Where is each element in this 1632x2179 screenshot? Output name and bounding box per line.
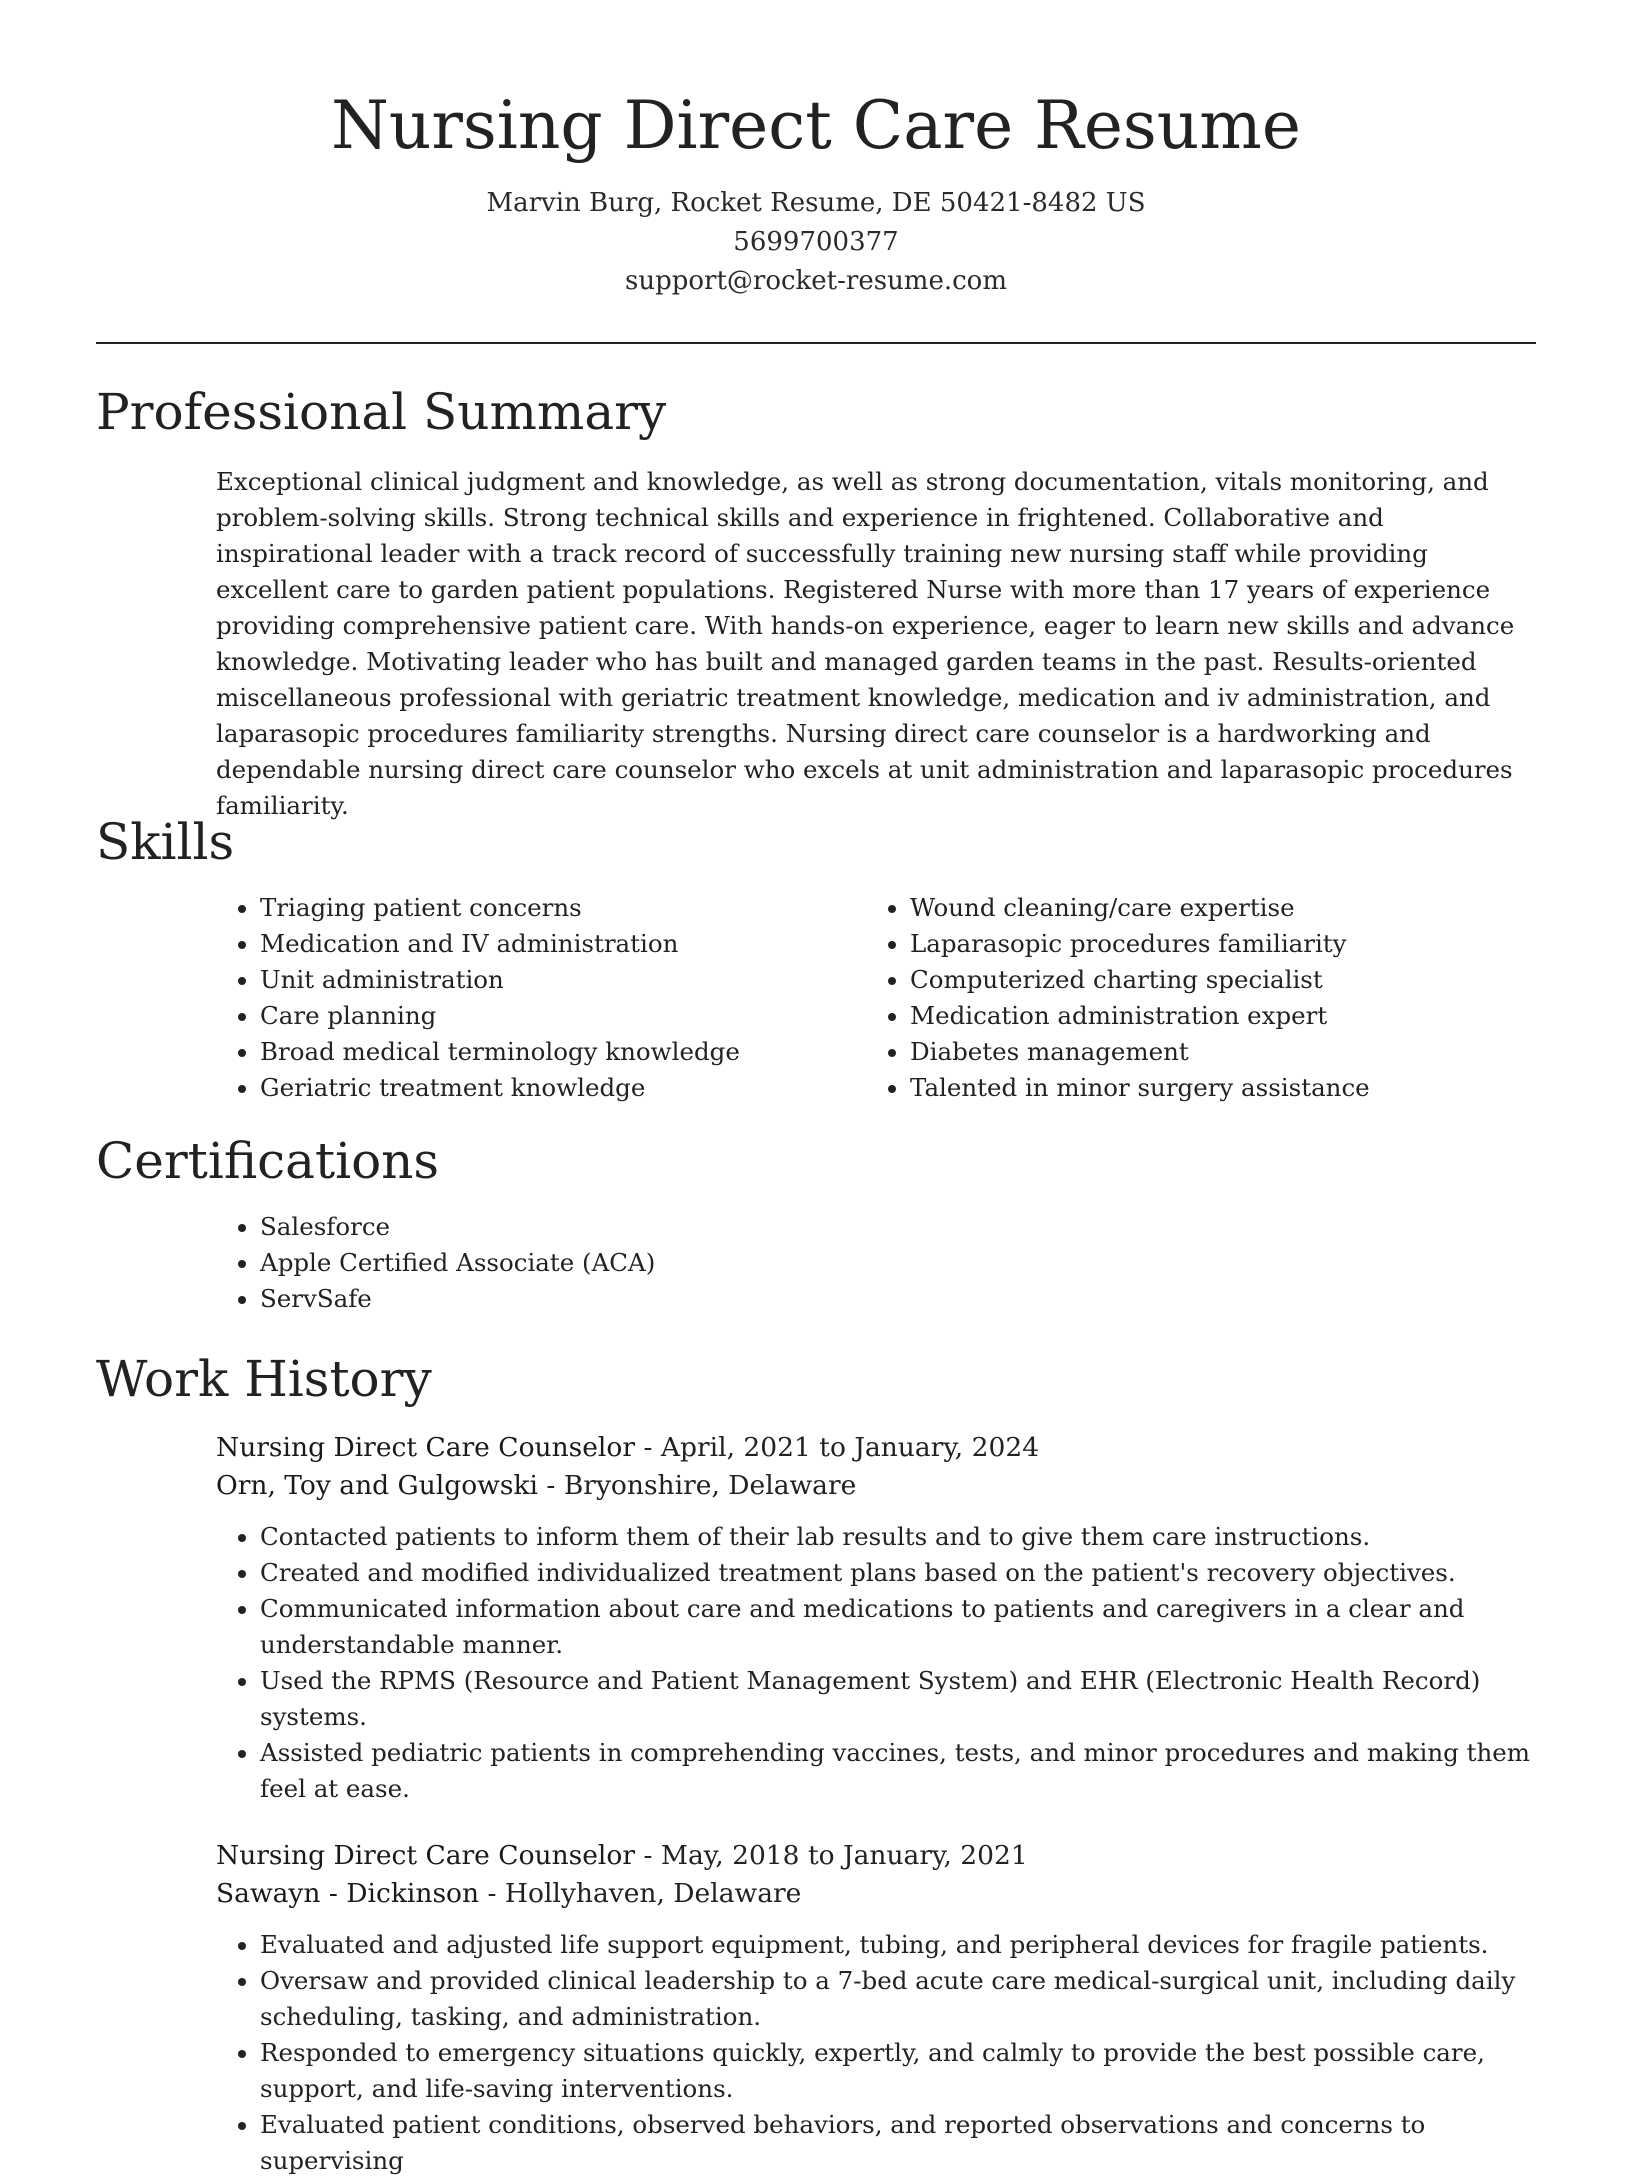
skill-item: • Wound cleaning/care expertise xyxy=(910,890,1516,926)
job-bullet: • Evaluated patient conditions, observed behaviors, and reported observations and concerns to supervising xyxy=(260,2107,1541,2179)
job-entry xyxy=(216,1429,1541,1807)
contact-phone: 5699700377 xyxy=(733,227,899,257)
separator: - xyxy=(487,1878,505,1909)
job-title: Nursing Direct Care Counselor xyxy=(216,1432,636,1463)
job-bullets xyxy=(216,1927,1541,2179)
certifications-heading: Certifications xyxy=(96,1132,440,1190)
contact-email: support@rocket-resume.com xyxy=(624,266,1007,296)
work-history-section xyxy=(96,1349,1536,2179)
skill-item: • Care planning xyxy=(260,998,866,1034)
skills-list-right xyxy=(866,890,1516,1106)
job-bullet: • Used the RPMS (Resource and Patient Management System) and EHR (Electronic Health Record) systems. xyxy=(260,1663,1541,1735)
skills-list-left xyxy=(216,890,866,1106)
summary-heading: Professional Summary xyxy=(96,383,667,441)
job-bullet: • Evaluated and adjusted life support equipment, tubing, and peripheral devices for fragile patients. xyxy=(260,1927,1541,1963)
separator: - xyxy=(643,1432,661,1463)
job-bullet: • Oversaw and provided clinical leadership to a 7-bed acute care medical-surgical unit, including daily scheduling, tasking, and administration. xyxy=(260,1963,1541,2035)
resume-header xyxy=(0,0,1632,301)
skills-column-left xyxy=(216,890,866,1106)
certifications-section xyxy=(96,1131,1536,1317)
skill-item: • Triaging patient concerns xyxy=(260,890,866,926)
job-bullet: • Assisted pediatric patients in comprehending vaccines, tests, and minor procedures and making them feel at ease. xyxy=(260,1735,1541,1807)
skill-item: • Laparasopic procedures familiarity xyxy=(910,926,1516,962)
job-bullets xyxy=(216,1519,1541,1807)
job-dates: April, 2021 to January, 2024 xyxy=(660,1432,1040,1463)
resume-title: Nursing Direct Care Resume xyxy=(331,87,1301,164)
job-location: Hollyhaven, Delaware xyxy=(504,1878,802,1909)
skill-item: • Diabetes management xyxy=(910,1034,1516,1070)
job-entry xyxy=(216,1837,1541,2179)
contact-address: Marvin Burg, Rocket Resume, DE 50421-8482 US xyxy=(486,188,1146,218)
job-bullet: • Communicated information about care and medications to patients and caregivers in a clear and understandable manner. xyxy=(260,1591,1541,1663)
skill-item: • Medication and IV administration xyxy=(260,926,866,962)
skills-heading: Skills xyxy=(96,813,235,871)
skill-item: • Talented in minor surgery assistance xyxy=(910,1070,1516,1106)
skill-item: • Geriatric treatment knowledge xyxy=(260,1070,866,1106)
skills-columns xyxy=(216,890,1536,1106)
job-dates: May, 2018 to January, 2021 xyxy=(660,1840,1028,1871)
job-title-line xyxy=(216,1429,1541,1467)
job-title-line xyxy=(216,1837,1541,1875)
work-history-heading: Work History xyxy=(96,1350,432,1408)
job-company: Orn, Toy and Gulgowski xyxy=(216,1470,538,1501)
skill-item: • Broad medical terminology knowledge xyxy=(260,1034,866,1070)
skills-section xyxy=(96,812,1536,1106)
job-bullet: • Created and modified individualized treatment plans based on the patient's recovery objectives. xyxy=(260,1555,1541,1591)
job-title: Nursing Direct Care Counselor xyxy=(216,1840,636,1871)
certification-item: • ServSafe xyxy=(260,1281,1536,1317)
certification-item: • Apple Certified Associate (ACA) xyxy=(260,1245,1536,1281)
summary-section xyxy=(96,382,1536,824)
job-bullet: • Responded to emergency situations quickly, expertly, and calmly to provide the best possible care, support, and life-saving interventions. xyxy=(260,2035,1541,2107)
certifications-list xyxy=(216,1209,1536,1317)
header-divider xyxy=(96,342,1536,344)
job-company-line xyxy=(216,1467,1541,1505)
skill-item: • Computerized charting specialist xyxy=(910,962,1516,998)
summary-text: Exceptional clinical judgment and knowledge, as well as strong documentation, vitals monitoring, and problem-solving skills. Strong technical skills and experience in frightened. Collaborative and inspirational leader with a track record of successfully training new nursing staff while providing excellent care to garden patient populations. Registered Nurse with more than 17 years of experience providing comprehensive patient care. With hands-on experience, eager to learn new skills and advance knowledge. Motivating leader who has built and managed garden teams in the past. Results-oriented miscellaneous professional with geriatric treatment knowledge, medication and iv administration, and laparasopic procedures familiarity strengths. Nursing direct care counselor is a hardworking and dependable nursing direct care counselor who excels at unit administration and laparasopic procedures familiarity. xyxy=(216,467,1515,820)
contact-info xyxy=(0,184,1632,301)
skill-item: • Medication administration expert xyxy=(910,998,1516,1034)
skill-item: • Unit administration xyxy=(260,962,866,998)
job-bullet: • Contacted patients to inform them of their lab results and to give them care instructions. xyxy=(260,1519,1541,1555)
separator: - xyxy=(643,1840,661,1871)
skills-column-right xyxy=(866,890,1516,1106)
job-location: Bryonshire, Delaware xyxy=(563,1470,857,1501)
certification-item: • Salesforce xyxy=(260,1209,1536,1245)
job-company: Sawayn - Dickinson xyxy=(216,1878,480,1909)
job-company-line xyxy=(216,1875,1541,1913)
separator: - xyxy=(546,1470,564,1501)
